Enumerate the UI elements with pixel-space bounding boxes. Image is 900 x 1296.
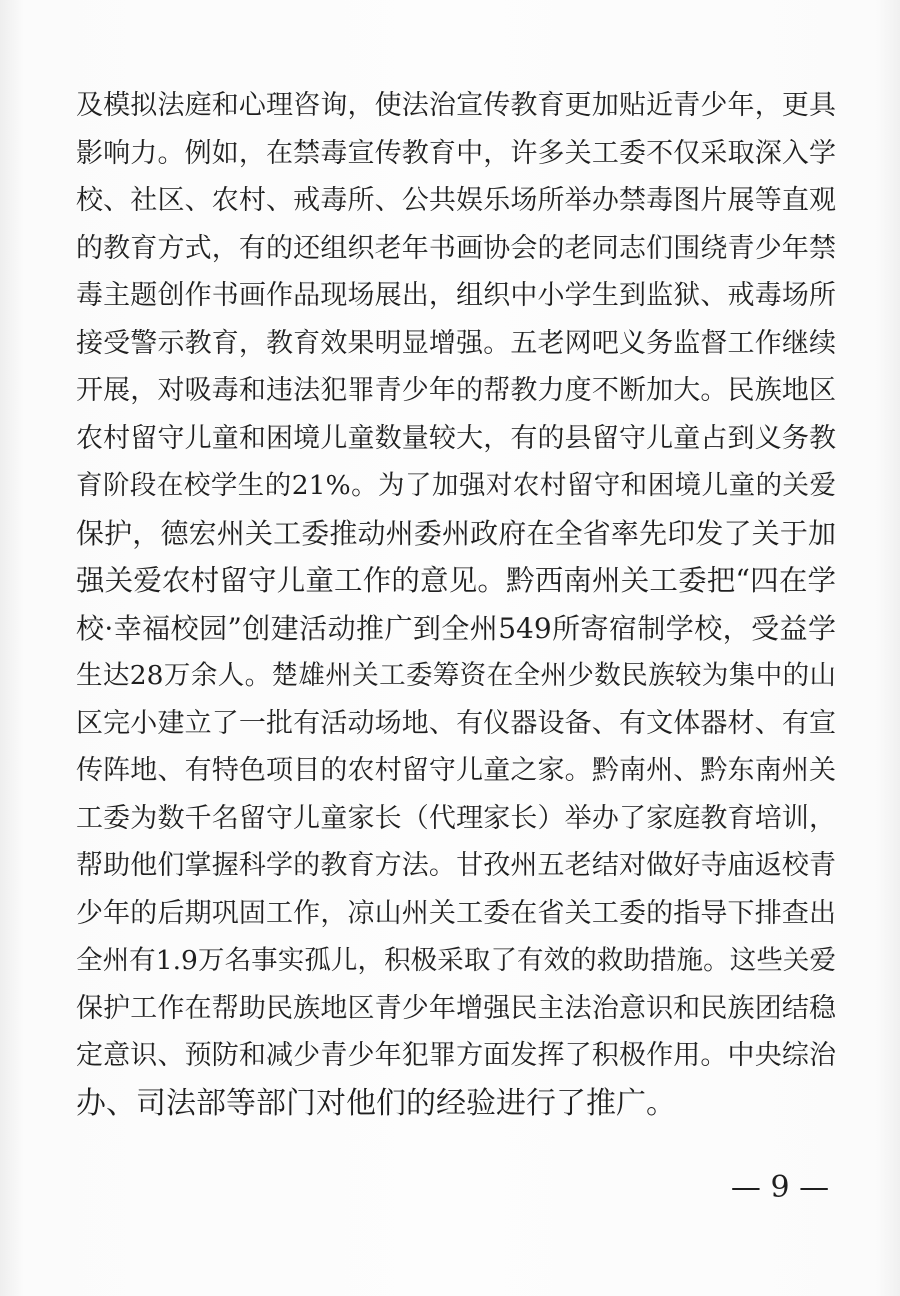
text-line: 育阶段在校学生的21%。为了加强对农村留守和困境儿童的关爱 [76,470,836,501]
text-line: 校·幸福校园”创建活动推广到全州549所寄宿制学校，受益学 [76,611,836,645]
text-line: 工委为数千名留守儿童家长（代理家长）举办了家庭教育培训， [76,802,836,834]
body-paragraph [76,82,836,1127]
text-line: 及模拟法庭和心理咨询，使法治宣传教育更加贴近青少年，更具 [76,90,836,121]
text-line: 保护工作在帮助民族地区青少年增强民主法治意识和民族团结稳 [76,992,836,1024]
text-line: 区完小建立了一批有活动场地、有仪器设备、有文体器材、有宣 [76,707,836,739]
text-line: 生达28万余人。楚雄州关工委筹资在全州少数民族较为集中的山 [76,660,836,691]
text-line: 毒主题创作书画作品现场展出，组织中小学生到监狱、戒毒场所 [76,280,836,311]
text-line: 定意识、预防和减少青少年犯罪方面发挥了积极作用。中央综治 [76,1040,836,1071]
text-line: 的教育方式，有的还组织老年书画协会的老同志们围绕青少年禁 [76,232,836,264]
text-line: 开展，对吸毒和违法犯罪青少年的帮教力度不断加大。民族地区 [76,375,836,406]
text-line: 保护，德宏州关工委推动州委州政府在全省率先印发了关于加 [76,516,836,550]
text-line: 少年的后期巩固工作，凉山州关工委在省关工委的指导下排查出 [76,897,836,929]
text-line: 全州有1.9万名事实孤儿，积极采取了有效的救助措施。这些关爱 [76,945,836,976]
text-line: 影响力。例如，在禁毒宣传教育中，许多关工委不仅采取深入学 [76,137,836,169]
text-line: 校、社区、农村、戒毒所、公共娱乐场所举办禁毒图片展等直观 [76,185,836,216]
page-number: — 9 — [730,1170,830,1205]
text-line: 强关爱农村留守儿童工作的意见。黔西南州关工委把“四在学 [76,564,836,597]
text-line: 农村留守儿童和困境儿童数量较大，有的县留守儿童占到义务教 [76,422,836,454]
text-line: 接受警示教育，教育效果明显增强。五老网吧义务监督工作继续 [76,327,836,359]
text-line: 办、司法部等部门对他们的经验进行了推广。 [76,1085,676,1121]
text-line: 帮助他们掌握科学的教育方法。甘孜州五老结对做好寺庙返校青 [76,850,836,881]
text-line: 传阵地、有特色项目的农村留守儿童之家。黔南州、黔东南州关 [76,755,836,786]
